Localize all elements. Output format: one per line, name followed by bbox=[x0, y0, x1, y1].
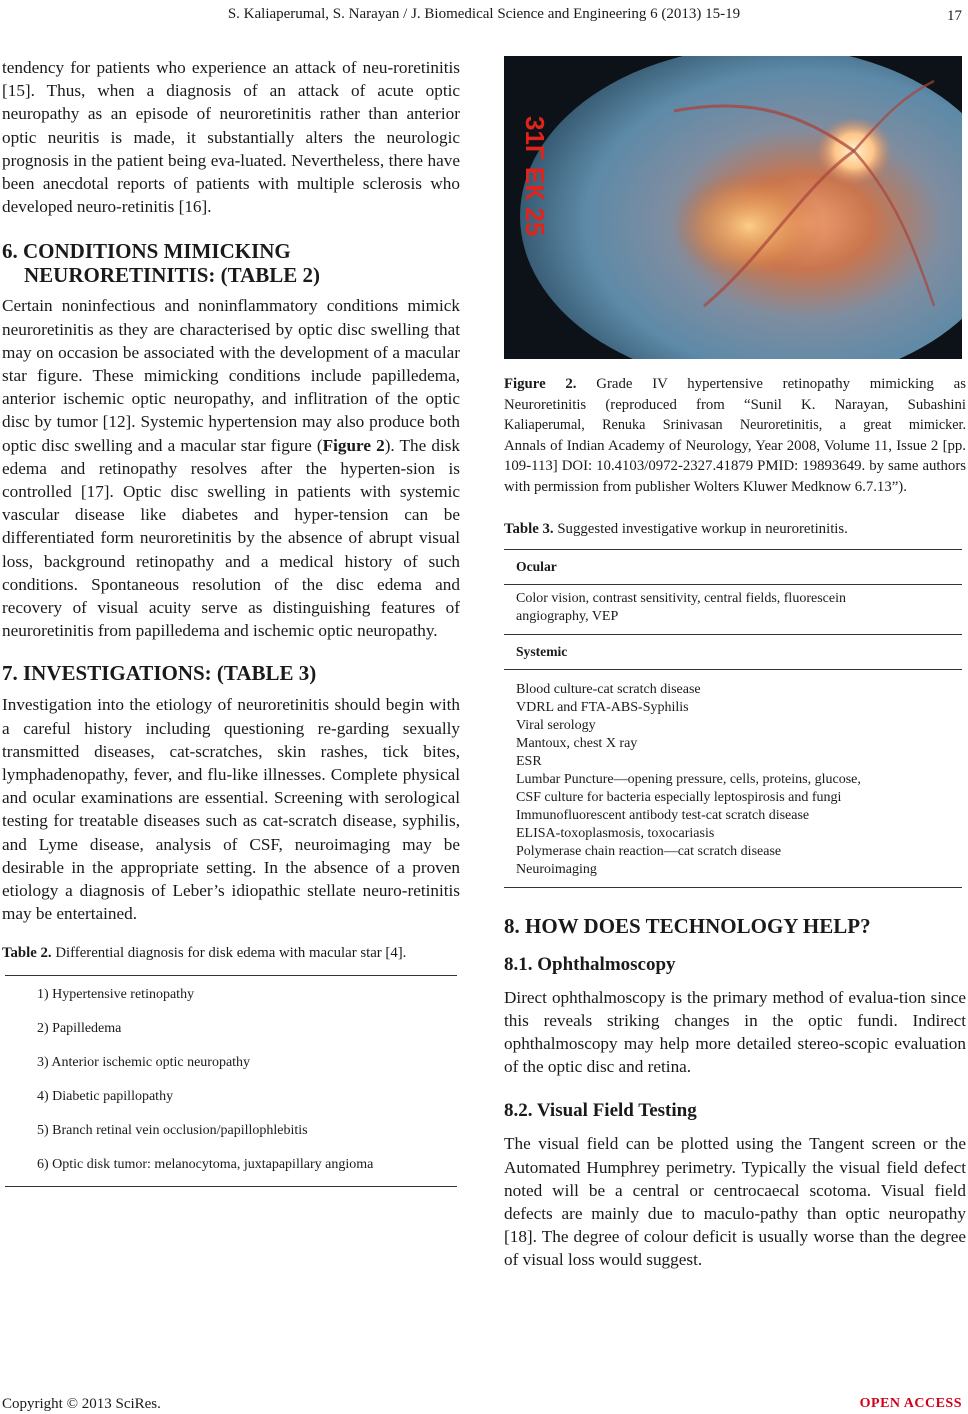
page-footer bbox=[0, 1396, 968, 1414]
table-3-systemic-item: ESR bbox=[516, 753, 542, 769]
copyright-notice: Copyright © 2013 SciRes. bbox=[2, 1396, 161, 1412]
table-3-systemic-item: Mantoux, chest X ray bbox=[516, 735, 638, 751]
open-access-label: OPEN ACCESS bbox=[859, 1396, 962, 1411]
table-3-systemic-item: Lumbar Puncture—opening pressure, cells, proteins, glucose, bbox=[516, 771, 861, 787]
table-3-bottom-rule bbox=[504, 887, 962, 888]
table-3-caption bbox=[504, 519, 966, 539]
date-stamp: 31Г ЕК 25 bbox=[520, 116, 550, 237]
table-3-systemic-item: Neuroimaging bbox=[516, 861, 597, 877]
figure-2-label: Figure 2. bbox=[504, 376, 577, 392]
table-3-ocular-body: Color vision, contrast sensitivity, central fields, fluorescein angiography, VEP bbox=[516, 590, 846, 624]
table-3-systemic-header: Systemic bbox=[516, 643, 568, 659]
table-2-body bbox=[5, 976, 457, 1186]
table-2-item: 6) Optic disk tumor: melanocytoma, juxtapapillary angioma bbox=[37, 1157, 374, 1173]
right-column bbox=[504, 56, 966, 1272]
figure-2-caption-text-1: Grade IV hypertensive retinopathy mimicking as bbox=[596, 376, 967, 392]
table-2-item: 3) Anterior ischemic optic neuropathy bbox=[37, 1055, 251, 1071]
fundus-image bbox=[504, 56, 962, 359]
table-3-systemic-item: Viral serology bbox=[516, 717, 596, 733]
table-2-item: 4) Diabetic papillopathy bbox=[37, 1089, 174, 1105]
intro-paragraph: tendency for patients who experience an attack of neu-roretinitis [15]. Thus, when a diagnosis of an attack of acute optic neuropathy as an episode of neuroretinitis rather than anterior optic neuritis is made, it substantially alters the neurologic prognosis in the patient being eva-luated. Nevertheless, there have been anecdotal reports of patients with multiple sclerosis who developed neuro-retinitis [16]. bbox=[2, 58, 460, 217]
page-number: 17 bbox=[947, 8, 962, 24]
figure-2-caption-line1 bbox=[504, 374, 966, 395]
section-8-2-paragraph: The visual field can be plotted using the Tangent screen or the Automated Humphrey perimetry. Typically the visual field defect noted will be a central or centrocaecal scotoma. Visual field defects are mainly due to maculo-pathy than optic neuropathy [18]. The degree of colour deficit is usually worse than the degree of visual loss would suggest. bbox=[504, 1134, 966, 1270]
section-8-1-paragraph: Direct ophthalmoscopy is the primary method of evalua-tion since this reveals striking changes in the optic fundi. Indirect ophthalmoscopy may help more detailed stereo-scopic evaluation of the optic disc and retina. bbox=[504, 987, 966, 1077]
section-7-paragraph: Investigation into the etiology of neuroretinitis should begin with a careful history including questioning re-garding sexually transmitted diseases, cat-scratches, skin rashes, tick bites, lymphadenopathy, fever, and flu-like illnesses. Complete physical and ocular examinations are essential. Screening with serological testing for treatable diseases such as cat-scratch disease, syphilis, and Lyme disease, analysis of CSF, neuroimaging may be desirable in the appropriate setting. In the absence of a proven etiology a diagnosis of Leber’s idiopathic stellate neuro-retinitis may be entertained. bbox=[2, 695, 460, 924]
section-8-heading: 8. HOW DOES TECHNOLOGY HELP? bbox=[504, 913, 871, 938]
left-column bbox=[2, 56, 460, 1187]
section-6-heading-line2: NEURORETINITIS: (TABLE 2) bbox=[24, 263, 320, 288]
table-3-systemic-item: Polymerase chain reaction—cat scratch disease bbox=[516, 843, 782, 859]
section-7-heading: 7. INVESTIGATIONS: (TABLE 3) bbox=[2, 661, 317, 686]
figure-2-reference: Figure 2 bbox=[322, 435, 385, 455]
table-3-systemic-item: Immunofluorescent antibody test-cat scratch disease bbox=[516, 807, 810, 823]
section-6-text-a: Certain noninfectious and noninflammatory conditions mimick neuroretinitis as they are characterised by optic disc swelling that may on occasion be associated with the development of a macular star figure. These mimicking conditions include papilledema, anterior ischemic optic neuropathy, and inflitration of the optic disc by tumor [12]. Systemic hypertension may also produce both optic disc swelling and a macular star figure ( bbox=[2, 296, 460, 455]
page-header bbox=[0, 6, 968, 28]
table-2-label: Table 2. bbox=[2, 944, 52, 961]
figure-2-fundus-photo bbox=[504, 56, 962, 359]
table-3-systemic-item: VDRL and FTA-ABS-Syphilis bbox=[516, 699, 689, 715]
section-6-heading-line1: 6. CONDITIONS MIMICKING bbox=[2, 239, 291, 264]
table-3 bbox=[504, 549, 962, 888]
section-6-paragraph bbox=[2, 294, 460, 642]
table-2-bottom-rule bbox=[5, 1186, 457, 1187]
table-3-systemic-item: ELISA-toxoplasmosis, toxocariasis bbox=[516, 825, 715, 841]
figure-2-caption-line2: Neuroretinitis (reproduced from “Sunil K. Narayan, Subashini bbox=[504, 396, 966, 413]
table-3-label: Table 3. bbox=[504, 520, 554, 537]
running-title: S. Kaliaperumal, S. Narayan / J. Biomedical Science and Engineering 6 (2013) 15-19 bbox=[227, 6, 741, 22]
table-2-item: 2) Papilledema bbox=[37, 1021, 122, 1037]
section-6-heading bbox=[2, 239, 460, 287]
table-2-caption bbox=[2, 943, 460, 964]
figure-2-caption-rest: Annals of Indian Academy of Neurology, Year 2008, Volume 11, Issue 2 [pp. 109-113] DOI: 10.4103/0972-2327.41879 PMID: 19893649. by same authors with permission from publisher Wolters Kluwer Medknow 6.7.13”). bbox=[504, 437, 966, 495]
table-3-ocular-header: Ocular bbox=[516, 558, 557, 574]
section-8-2-heading: 8.2. Visual Field Testing bbox=[504, 1100, 697, 1122]
table-2-item: 1) Hypertensive retinopathy bbox=[37, 987, 195, 1003]
table-2 bbox=[5, 975, 457, 1187]
section-6-text-b: ). The disk edema and retinopathy resolves after the hyperten-sion is controlled [17]. Optic disc swelling in patients with systemic vascular disease like diabetes and hyper-tension can be differentiated form neuroretinitis by the absence of abrupt visual loss, background retinopathy and a medical history of such conditions. Spontaneous resolution of the disc edema and recovery of visual acuity serve as distinguishing features of neuroretinitis from papilledema and ischemic optic neuropathy. bbox=[2, 435, 460, 641]
section-8-1-heading: 8.1. Ophthalmoscopy bbox=[504, 953, 676, 975]
table-2-item: 5) Branch retinal vein occlusion/papillophlebitis bbox=[37, 1123, 308, 1139]
table-3-systemic-item: Blood culture-cat scratch disease bbox=[516, 681, 701, 697]
table-2-caption-text: Differential diagnosis for disk edema with macular star [4]. bbox=[55, 944, 407, 961]
figure-2-caption-line3: Kaliaperumal, Renuka Srinivasan Neuroretinitis, a great mimicker. bbox=[504, 417, 966, 434]
table-3-caption-text: Suggested investigative workup in neuroretinitis. bbox=[557, 520, 848, 537]
table-3-systemic-item: CSF culture for bacteria especially leptospirosis and fungi bbox=[516, 789, 842, 805]
macular-star-exudates bbox=[674, 171, 824, 281]
table-3-systemic-body bbox=[504, 670, 962, 887]
figure-2-caption bbox=[504, 374, 966, 498]
